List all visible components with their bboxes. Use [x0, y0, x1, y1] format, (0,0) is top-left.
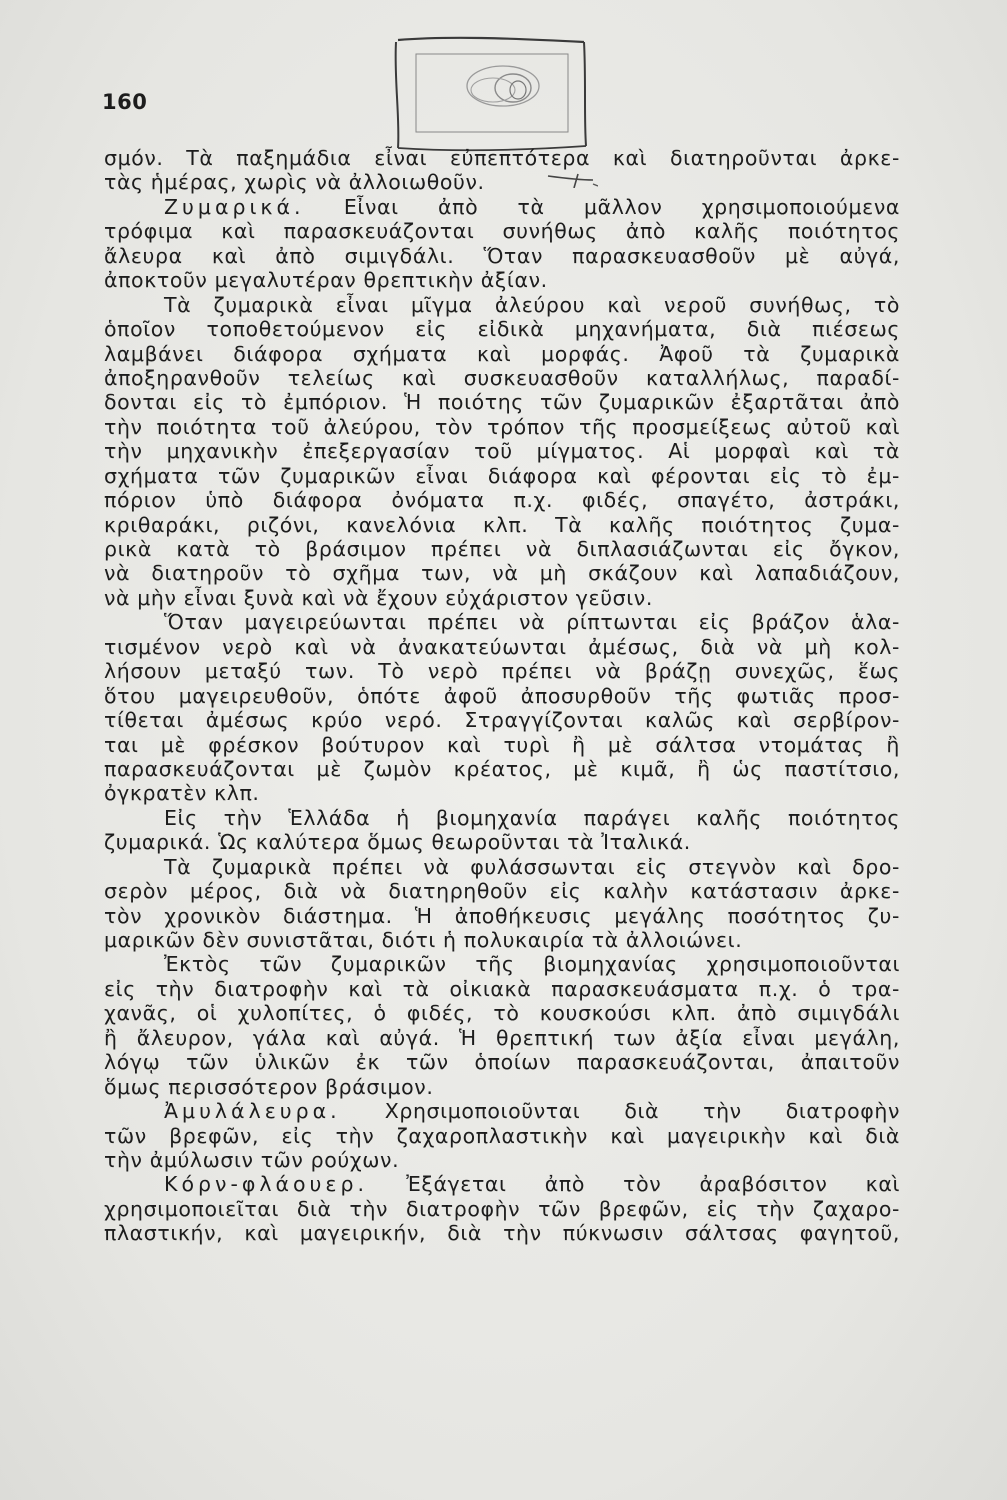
- line-text: νὰ μὴν εἶναι ξυνὰ καὶ νὰ ἔχουν εὐχάριστον γεῦσιν.: [104, 585, 653, 610]
- line-text: τὸν χρονικὸν διάστημα. Ἡ ἀποθήκευσις μεγάλης ποσότητος ζυ-: [104, 903, 900, 928]
- line-text: ζυμαρικά. Ὡς καλύτερα ὅμως θεωροῦνται τὰ Ἰταλικά.: [104, 830, 691, 855]
- line-text: ται μὲ φρέσκον βούτυρον καὶ τυρὶ ἢ μὲ σάλτσα ντομάτας ἢ: [104, 732, 900, 757]
- text-line: [104, 806, 900, 830]
- line-text: Εἶναι ἀπὸ τὰ μᾶλλον χρησιμοποιούμενα: [304, 194, 900, 219]
- line-text: Εἰς τὴν Ἑλλάδα ἡ βιομηχανία παράγει καλῆς ποιότητος: [164, 805, 900, 830]
- line-text: λαμβάνει διάφορα σχήματα καὶ μορφάς. Ἀφοῦ τὰ ζυμαρικὰ: [104, 341, 900, 366]
- line-text: τίθεται ἀμέσως κρύο νερό. Στραγγίζονται καλῶς καὶ σερβίρον-: [104, 708, 900, 733]
- line-text: ὅτου μαγειρευθοῦν, ὁπότε ἀφοῦ ἀποσυρθοῦν τῆς φωτιᾶς προσ-: [104, 683, 900, 708]
- text-line: [104, 488, 900, 512]
- text-line: [104, 781, 900, 805]
- line-text: πόριον ὑπὸ διάφορα ὀνόματα π.χ. φιδές, σπαγέτο, ἀστράκι,: [104, 488, 900, 513]
- text-line: [104, 390, 900, 414]
- line-text: κριθαράκι, ριζόνι, κανελόνια κλπ. Τὰ καλῆς ποιότητος ζυμα-: [104, 512, 900, 537]
- line-text: λόγῳ τῶν ὑλικῶν ἐκ τῶν ὁποίων παρασκευάζονται, ἀπαιτοῦν: [104, 1050, 900, 1075]
- text-line: [104, 268, 900, 292]
- line-text: ὁποῖον τοποθετούμενον εἰς εἰδικὰ μηχανήματα, διὰ πιέσεως: [104, 317, 900, 342]
- text-line: [104, 855, 900, 879]
- line-text: ρικὰ κατὰ τὸ βράσιμον πρέπει νὰ διπλασιάζωνται εἰς ὄγκον,: [104, 537, 900, 561]
- text-line: [104, 733, 900, 757]
- line-text: μαρικῶν δὲν συνιστᾶται, διότι ἡ πολυκαιρία τὰ ἀλλοιώνει.: [104, 928, 743, 952]
- text-line: [104, 830, 900, 854]
- text-line: [104, 757, 900, 781]
- text-line: [104, 708, 900, 732]
- text-line: [104, 537, 900, 561]
- text-line: [104, 1172, 900, 1196]
- text-line: [104, 904, 900, 928]
- text-line: [104, 635, 900, 659]
- line-text: ὀγκρατὲν κλπ.: [104, 781, 260, 806]
- text-line: [104, 1124, 900, 1148]
- section-heading: Ἀμυλάλευρα.: [164, 1099, 341, 1124]
- line-text: σερὸν μέρος, διὰ νὰ διατηρηθοῦν εἰς καλὴν κατάστασιν ἀρκε-: [104, 879, 900, 904]
- text-line: [104, 928, 900, 952]
- text-line: [104, 1050, 900, 1074]
- line-text: ἀποξηρανθοῦν τελείως καὶ συσκευασθοῦν καταλλήλως, παραδί-: [104, 365, 900, 390]
- line-text: Τὰ ζυμαρικὰ πρέπει νὰ φυλάσσωνται εἰς στεγνὸν καὶ δρο-: [164, 854, 900, 879]
- page-number: 160: [102, 90, 148, 114]
- line-text: τὴν ποιότητα τοῦ ἀλεύρου, τὸν τρόπον τῆς προσμείξεως αὐτοῦ καὶ: [104, 414, 900, 439]
- text-line: [104, 684, 900, 708]
- text-line: [104, 366, 900, 390]
- text-line: [104, 317, 900, 341]
- line-text: τισμένον νερὸ καὶ νὰ ἀνακατεύωνται ἀμέσως, διὰ νὰ μὴ κολ-: [104, 634, 900, 659]
- text-line: [104, 244, 900, 268]
- text-line: [104, 1099, 900, 1123]
- section-heading: Ζυμαρικά.: [164, 194, 305, 219]
- text-line: [104, 439, 900, 463]
- text-line: [104, 146, 900, 170]
- line-text: Ἐξάγεται ἀπὸ τὸν ἀραβόσιτον καὶ: [368, 1172, 900, 1197]
- line-text: Ἐκτὸς τῶν ζυμαρικῶν τῆς βιομηχανίας χρησιμοποιοῦνται: [164, 952, 900, 977]
- line-text: τὴν μηχανικὴν ἐπεξεργασίαν τοῦ μίγματος. Αἱ μορφαὶ καὶ τὰ: [104, 439, 900, 464]
- text-line: [104, 464, 900, 488]
- text-line: [104, 610, 900, 634]
- text-line: [104, 952, 900, 976]
- text-line: [104, 586, 900, 610]
- text-line: [104, 219, 900, 243]
- line-text: παρασκευάζονται μὲ ζωμὸν κρέατος, μὲ κιμᾶ, ἢ ὡς παστίτσιο,: [104, 756, 900, 781]
- line-text: τὴν ἀμύλωσιν τῶν ρούχων.: [104, 1147, 400, 1172]
- line-text: χανᾶς, οἱ χυλοπίτες, ὁ φιδές, τὸ κουσκούσι κλπ. ἀπὸ σιμιγδάλι: [104, 1001, 900, 1026]
- text-line: [104, 1197, 900, 1221]
- line-text: σχήματα τῶν ζυμαρικῶν εἶναι διάφορα καὶ φέρονται εἰς τὸ ἐμ-: [104, 463, 900, 488]
- text-line: [104, 561, 900, 585]
- text-line: [104, 170, 900, 194]
- line-text: δονται εἰς τὸ ἐμπόριον. Ἡ ποιότης τῶν ζυμαρικῶν ἐξαρτᾶται ἀπὸ: [104, 390, 900, 415]
- line-text: ἀποκτοῦν μεγαλυτέραν θρεπτικὴν ἀξίαν.: [104, 268, 548, 293]
- line-text: ὅμως περισσότερον βράσιμον.: [104, 1074, 434, 1099]
- text-line: [104, 293, 900, 317]
- body-text: [104, 146, 900, 1246]
- text-line: [104, 1075, 900, 1099]
- text-line: [104, 1001, 900, 1025]
- section-heading: Κόρν-φλάουερ.: [164, 1172, 369, 1197]
- text-line: [104, 1026, 900, 1050]
- line-text: χρησιμοποιεῖται διὰ τὴν διατροφὴν τῶν βρεφῶν, εἰς τὴν ζαχαρο-: [104, 1196, 900, 1221]
- text-line: [104, 977, 900, 1001]
- line-text: Χρησιμοποιοῦνται διὰ τὴν διατροφὴν: [340, 1099, 900, 1124]
- line-text: τὰς ἡμέρας, χωρὶς νὰ ἀλλοιωθοῦν.: [104, 170, 485, 195]
- text-line: [104, 342, 900, 366]
- text-line: [104, 513, 900, 537]
- line-text: νὰ διατηροῦν τὸ σχῆμα των, νὰ μὴ σκάζουν καὶ λαπαδιάζουν,: [104, 561, 900, 586]
- line-text: τῶν βρεφῶν, εἰς τὴν ζαχαροπλαστικὴν καὶ μαγειρικὴν καὶ διὰ: [104, 1123, 900, 1148]
- text-line: [104, 1148, 900, 1172]
- text-line: [104, 415, 900, 439]
- line-text: λήσουν μεταξύ των. Τὸ νερὸ πρέπει νὰ βράζῃ συνεχῶς, ἕως: [104, 659, 900, 684]
- line-text: σμόν. Τὰ παξημάδια εἶναι εὐπεπτότερα καὶ διατηροῦνται ἀρκε-: [104, 146, 900, 170]
- line-text: τρόφιμα καὶ παρασκευάζονται συνήθως ἀπὸ καλῆς ποιότητος: [104, 219, 900, 244]
- text-line: [104, 1221, 900, 1245]
- line-text: εἰς τὴν διατροφὴν καὶ τὰ οἰκιακὰ παρασκευάσματα π.χ. ὁ τρα-: [104, 976, 900, 1001]
- line-text: ἢ ἄλευρον, γάλα καὶ αὐγά. Ἡ θρεπτική των ἀξία εἶναι μεγάλη,: [104, 1025, 900, 1050]
- text-line: [104, 659, 900, 683]
- line-text: πλαστικήν, καὶ μαγειρικήν, διὰ τὴν πύκνωσιν σάλτσας φαγητοῦ,: [104, 1221, 900, 1246]
- text-line: [104, 879, 900, 903]
- text-line: [104, 195, 900, 219]
- line-text: ἄλευρα καὶ ἀπὸ σιμιγδάλι. Ὅταν παρασκευασθοῦν μὲ αὐγά,: [104, 243, 900, 268]
- line-text: Ὅταν μαγειρεύωνται πρέπει νὰ ρίπτωνται εἰς βράζον ἁλα-: [164, 610, 900, 635]
- line-text: Τὰ ζυμαρικὰ εἶναι μῖγμα ἀλεύρου καὶ νεροῦ συνήθως, τὸ: [164, 292, 900, 317]
